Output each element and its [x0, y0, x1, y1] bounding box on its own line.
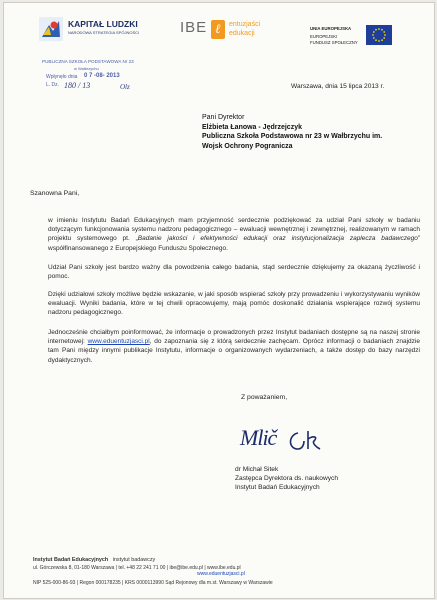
eu-line-2: EUROPEJSKI [310, 34, 338, 39]
ibe-name: IBE [180, 19, 208, 36]
stamp-line-2: w Wałbrzychu [74, 66, 99, 71]
ibe-tagline-2: edukacji [229, 30, 255, 37]
signature-text: Mlič [240, 425, 277, 450]
footer-institution-note: instytut badawczy [112, 557, 156, 563]
footer-website[interactable]: www.eduentuzjasci.pl [197, 571, 245, 577]
kapital-ludzki-logo [37, 15, 147, 55]
stamp-ref-label: L. Dz. [46, 82, 60, 88]
paragraph-1-end: ” współfinansowanego z Europejskiego Funduszu Społecznego. [48, 235, 420, 252]
recipient-line-4: Wojsk Ochrony Pogranicza [202, 142, 293, 150]
paragraph-1-text: w imieniu Instytutu Badań Edukacyjnych mam przyjemność serdecznie podziękować za udział Pani szkoły w badaniu dotyczącym funkcjonowania systemu nadzoru pedagogicznego – ewaluacji wewnętrznej i zewnętrznej, realizowanym w ramach projektu systemowego pt. „ [48, 217, 420, 243]
recipient-line-2: Elżbieta Łanowa - Jędrzejczyk [202, 123, 302, 131]
paragraph-4-text: Jednocześnie chciałbym poinformować, że informacje o prowadzonych przez Instytut badaniach dostępne są na naszej stronie internetowej: [48, 329, 420, 346]
stamp-received-label: Wpłynęło dnia [46, 74, 78, 80]
signatory-name: dr Michał Sitek [235, 466, 279, 473]
footer [33, 557, 413, 586]
signatory-institution: Instytut Badań Edukacyjnych [235, 483, 320, 491]
letter-page [3, 2, 435, 599]
eduentuzjasci-link[interactable]: www.eduentuzjasci.pl [87, 338, 150, 346]
stamp-ref-number: 180 / 13 [64, 81, 91, 90]
stamp-received-date: 0 7 -08- 2013 [84, 73, 120, 79]
paragraph-1 [48, 216, 420, 253]
signatory-title: Zastępca Dyrektora ds. naukowych [235, 474, 338, 482]
ibe-tagline-1: entuzjaści [229, 21, 261, 28]
stamp-initials: Olz [120, 83, 130, 91]
ibe-badge-icon: ℓ [211, 20, 225, 39]
signatory-block [235, 466, 338, 492]
recipient-line-1: Pani Dyrektor [202, 114, 245, 121]
paragraph-3: Dzięki udziałowi szkoły możliwe będzie wskazanie, w jaki sposób wspierać szkoły przy prowadzeniu i wykorzystywaniu wyników ewaluacji. Wyniki badania, które w tej chwili opracowujemy, mają pomóc doskonalić działania wspierające rozwój systemu nadzoru pedagogicznego. [48, 291, 420, 317]
signature [236, 425, 326, 461]
stamp-line-1: PUBLICZNA SZKOŁA PODSTAWOWA Nr 23 [42, 59, 134, 64]
eu-logo [310, 25, 400, 51]
salutation: Szanowna Pani, [30, 190, 80, 197]
signature-flourish-icon [284, 427, 324, 455]
recipient-block [202, 113, 382, 151]
paragraph-4 [48, 328, 420, 365]
ibe-logo [180, 19, 260, 49]
footer-registry: NIP 525-000-86-93 | Regon 000178235 | KRS 0000113990 Sąd Rejonowy dla m.st. Warszawy w Warszawie [33, 580, 273, 586]
footer-institution-line [33, 557, 413, 564]
footer-institution: Instytut Badań Edukacyjnych [33, 557, 109, 563]
paragraph-2: Udział Pani szkoły jest bardzo ważny dla powodzenia całego badania, stąd serdecznie dziękujemy za okazaną życzliwość i pomoc. [48, 264, 420, 281]
place-date: Warszawa, dnia 15 lipca 2013 r. [291, 83, 385, 90]
recipient-line-3: Publiczna Szkoła Podstawowa nr 23 w Wałbrzychu im. [202, 133, 383, 141]
kapital-ludzki-emblem-icon [39, 17, 63, 41]
eu-line-1: UNIA EUROPEJSKA [310, 26, 352, 31]
eu-line-3: FUNDUSZ SPOŁECZNY [310, 40, 358, 45]
footer-address: ul. Górczewska 8, 01-180 Warszawa | tel. +48 22 241 71 00 | ibe@ibe.edu.pl | www.ibe.edu.pl [33, 564, 241, 571]
kapital-ludzki-title: KAPITAŁ LUDZKI [68, 19, 138, 29]
kapital-ludzki-subtitle: NARODOWA STRATEGIA SPÓJNOŚCI [68, 30, 140, 35]
closing: Z poważaniem, [241, 394, 288, 401]
paragraph-4-end: , do zapoznania się z którą serdecznie zachęcam. Oprócz informacji o badaniach znajdzie tam Pani między innymi publikacje Instytutu, informacje o organizowanych wydarzeniach, a także dostęp do bazy narzędzi dydaktycznych. [48, 338, 420, 364]
eu-flag-icon [366, 25, 392, 45]
received-stamp [42, 59, 142, 101]
project-title: Badanie jakości i efektywności edukacji oraz instytucjonalizacja zaplecza badawczego [137, 235, 418, 243]
